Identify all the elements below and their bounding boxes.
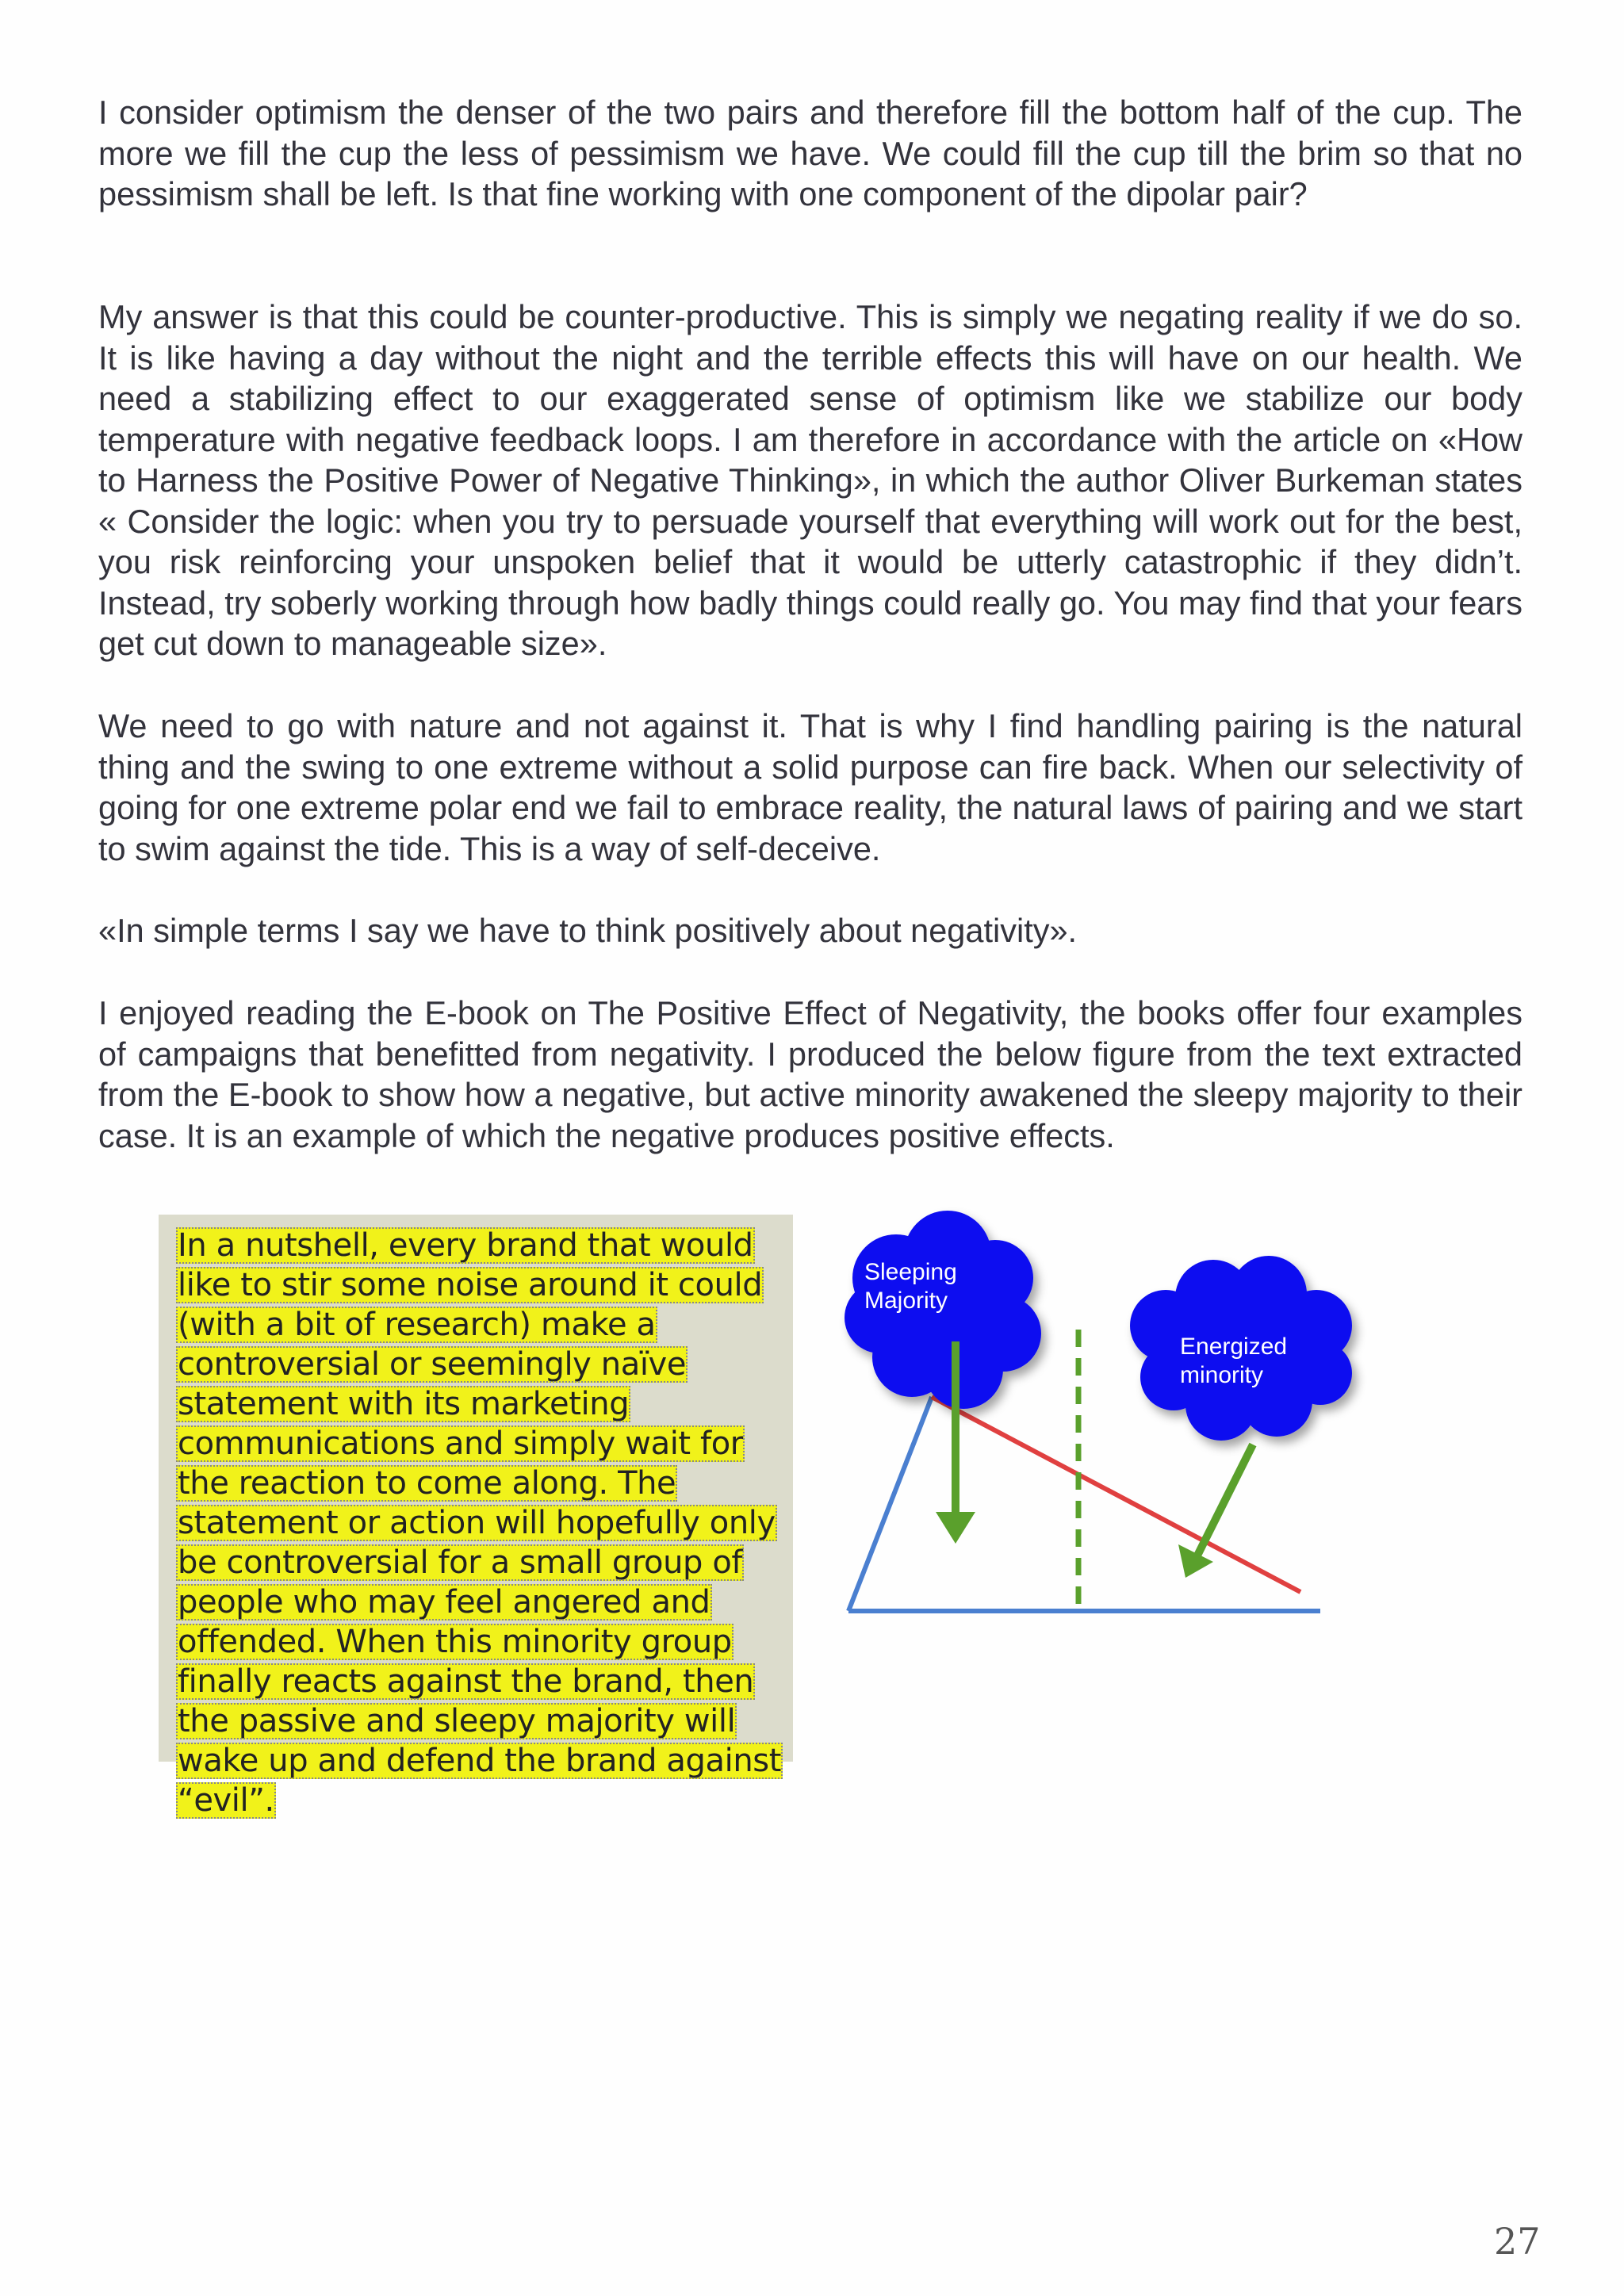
triangle-left-side [848, 1397, 932, 1611]
highlighted-quote-text: In a nutshell, every brand that would like to stir some noise around it could (with a bit of research) make a controversial or seemingly naïve statement with its marketing communications and simply wait for the reaction to come along. The statement or action will hopefully only be controversial for a small group of people who may feel angered and offended. When this minority group finally reacts against the brand, then the passive and sleepy majority will wake up and defend the brand against “evil”. [178, 1227, 782, 1819]
minority-react-arrow [1178, 1445, 1253, 1578]
paragraph-optimism-cup: I consider optimism the denser of the two pairs and therefore fill the bottom half of the cup. The more we fill the cup the less of pessimism we have. We could fill the cup till the brim so that no pessimism shall be left. Is that fine working with one component of the dipolar pair? [98, 94, 1522, 212]
cloud-left-label-1: Sleeping [864, 1259, 957, 1285]
paragraph-ebook: I enjoyed reading the E-book on The Positive Effect of Negativity, the books offer four examples of campaigns that benefitted from negativity. I produced the below figure from the text extracted from the E-book to show how a negative, but active minority awakened the sleepy majority to their case. It is an example of which the negative produces positive effects. [98, 994, 1522, 1154]
highlighted-quote-image [159, 1215, 793, 1819]
paragraph-simple-terms: «In simple terms I say we have to think positively about negativity». [98, 912, 1078, 949]
paragraph-go-with-nature: We need to go with nature and not against it. That is why I find handling pairing is the natural thing and the swing to one extreme without a solid purpose can fire back. When our selectivity of going for one extreme polar end we fail to embrace reality, the natural laws of pairing and we start to swim against the tide. This is a way of self-deceive. [98, 707, 1522, 867]
paragraph-counter-productive: My answer is that this could be counter-productive. This is simply we negating reality if we do so. It is like having a day without the night and the terrible effects this will have on our health. We need a stabilizing effect to our exaggerated sense of optimism like we stabilize our body temperature with negative feedback loops. I am therefore in accordance with the article on «How to Harness the Positive Power of Negative Thinking», in which the author Oliver Burkeman states « Consider the logic: when you try to persuade yourself that everything will work out for the best, you risk reinforcing your unspoken belief that it would be utterly catastrophic if they didn’t. Instead, try soberly working through how badly things could really go. You may find that your fears get cut down to manageable size». [98, 298, 1522, 662]
majority-minority-diagram [825, 1207, 1411, 1635]
cloud-left-label-2: Majority [864, 1288, 948, 1314]
page-number: 27 [1494, 2220, 1541, 2263]
cloud-right-label-2: minority [1180, 1362, 1264, 1388]
cloud-right-label-1: Energized [1180, 1334, 1288, 1360]
